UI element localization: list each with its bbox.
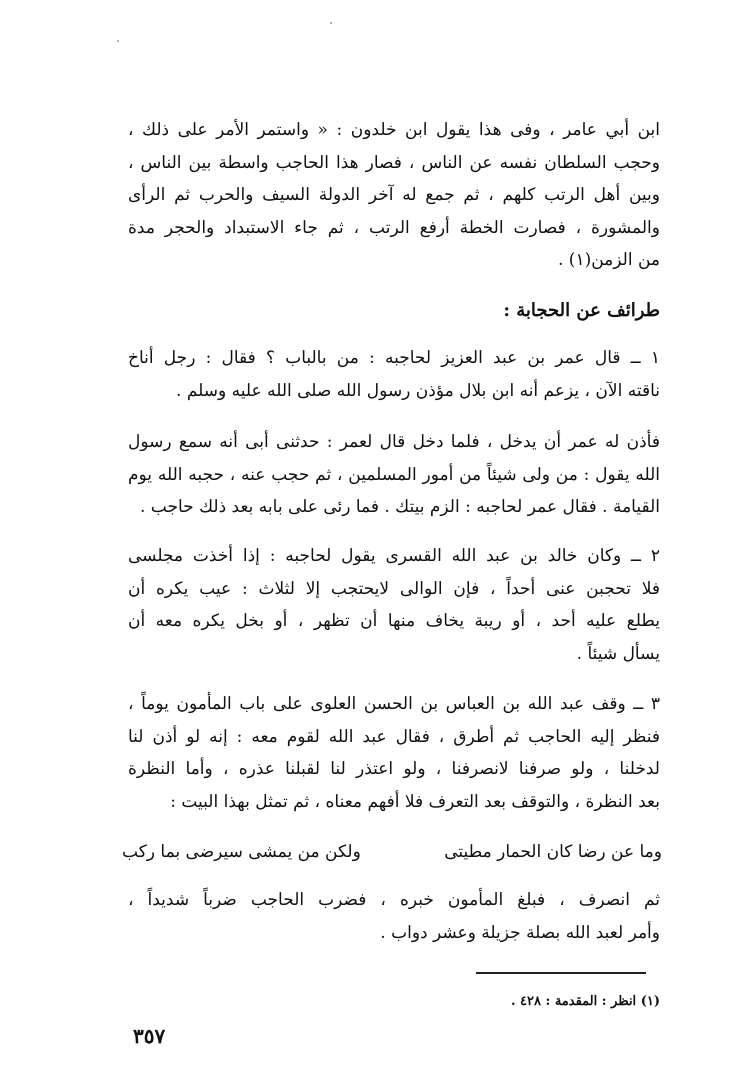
poetry-verse (122, 842, 662, 862)
text-line: يسأل شيئاً . (576, 643, 660, 664)
verse-hemistich-second: ولكن من يمشى سيرضى بما ركب (122, 842, 361, 862)
section-heading: طرائف عن الحجابة : (503, 300, 660, 321)
anecdote-1-paragraph (128, 342, 660, 407)
verse-hemistich-first: وما عن رضا كان الحمار مطيتى (444, 842, 662, 862)
page-number: ٣٥٧ (133, 1024, 166, 1048)
scan-speck (330, 22, 332, 24)
text-line: القيامة . فقال عمر لحاجبه : الزم بيتك . فما رئى على بابه بعد ذلك حاجب . (139, 497, 660, 517)
text-line: بعد النظرة ، والتوقف بعد التعرف فلا أفهم معناه ، ثم تمثل بهذا البيت : (170, 791, 660, 812)
text-line: من الزمن(١) . (557, 250, 660, 270)
text-line: ثم انصرف ، فبلغ المأمون خبره ، فضرب الحاجب ضرباً شديداً ، (128, 890, 660, 910)
text-line: الله يقول : من ولى شيئاً من أمور المسلمين ، ثم حجب عنه ، حجبه الله يوم (128, 464, 660, 485)
footnote: (١) انظر : المقدمة : ٤٢٨ . (510, 994, 660, 1009)
text-line: فنظر إليه الحاجب ثم أطرق ، فقال عبد الله لقوم معه : إنه لو أذن لنا (128, 726, 660, 747)
text-line: فلا تحجبن عنى أحداً ، فإن الوالى لايحتجب إلا لثلاث : عيب يكره أن (128, 578, 660, 599)
anecdote-3-conclusion (128, 884, 660, 949)
text-line: ناقته الآن ، يزعم أنه ابن بلال مؤذن رسول الله صلى الله عليه وسلم . (176, 380, 660, 401)
paragraph-ibn-khaldun-quote (128, 114, 660, 277)
text-line: ابن أبي عامر ، وفى هذا يقول ابن خلدون : « واستمر الأمر على ذلك ، (128, 120, 660, 140)
text-line: وبين أهل الرتب كلهم ، ثم جمع له آخر الدولة السيف والحرب ثم الرأى (128, 185, 660, 205)
text-line: وأمر لعبد الله بصلة جزيلة وعشر دواب . (380, 922, 660, 943)
text-line: يطلع عليه أحد ، أو ريبة يخاف منها أن تظهر ، أو بخل يكره معه أن (128, 611, 660, 631)
text-line: وحجب السلطان نفسه عن الناس ، فصار هذا الحاجب واسطة بين الناس ، (128, 152, 660, 173)
anecdote-2-paragraph (128, 540, 660, 670)
anecdote-3-paragraph (128, 688, 660, 818)
text-line: فأذن له عمر أن يدخل ، فلما دخل قال لعمر : حدثنى أبى أنه سمع رسول (128, 432, 660, 452)
text-line: ٢ ــ وكان خالد بن عبد الله القسرى يقول لحاجبه : إذا أخذت مجلسى (128, 546, 660, 566)
footnote-separator (476, 972, 646, 974)
text-line: ١ ــ قال عمر بن عبد العزيز لحاجبه : من بالباب ؟ فقال : رجل أناخ (128, 348, 660, 368)
scan-speck (117, 40, 119, 42)
text-line: والمشورة ، فصارت الخطة أرفع الرتب ، ثم جاء الاستبداد والحجر مدة (128, 217, 660, 238)
text-line: لدخلنا ، ولو صرفنا لانصرفنا ، ولو اعتذر لنا لقبلنا عذره ، وأما النظرة (128, 759, 660, 779)
anecdote-1-continuation (128, 426, 660, 524)
text-line: ٣ ــ وقف عبد الله بن العباس بن الحسن العلوى على باب المأمون يوماً ، (128, 694, 660, 714)
